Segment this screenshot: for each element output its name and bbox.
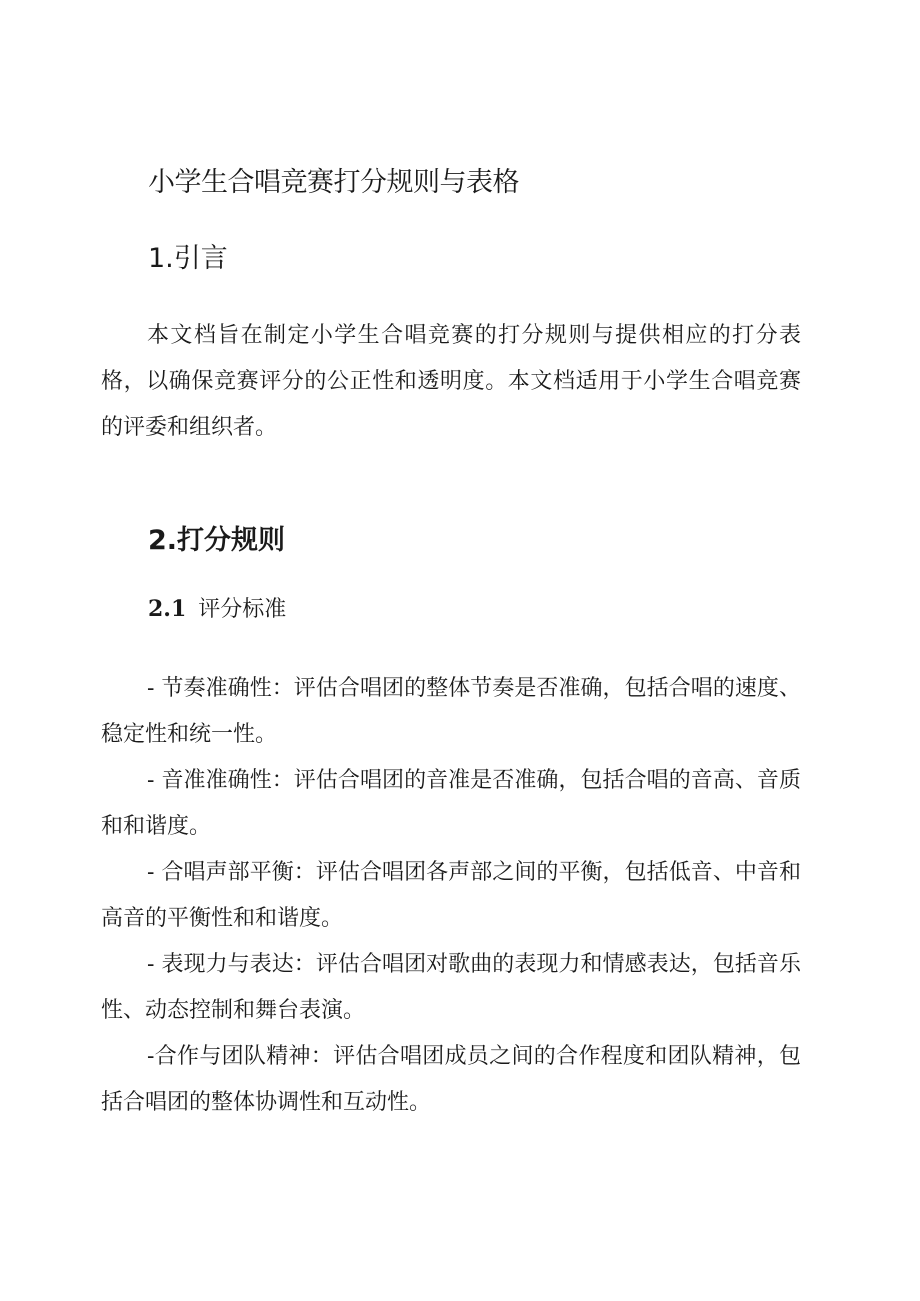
section-heading-scoring-rules: 2.打分规则 (148, 525, 286, 556)
section-heading-intro: 1.引言 (148, 243, 228, 274)
document-title: 小学生合唱竞赛打分规则与表格 (148, 167, 519, 198)
subsection-heading-criteria (148, 594, 286, 625)
list-item: -合作与团队精神：评估合唱团成员之间的合作程度和团队精神，包括合唱团的整体协调性和互动性。 (101, 1044, 801, 1115)
list-item: - 表现力与表达：评估合唱团对歌曲的表现力和情感表达，包括音乐性、动态控制和舞台表演。 (101, 952, 801, 1023)
list-item: - 合唱声部平衡：评估合唱团各声部之间的平衡，包括低音、中音和高音的平衡性和和谐度。 (101, 860, 801, 931)
intro-paragraph: 本文档旨在制定小学生合唱竞赛的打分规则与提供相应的打分表格，以确保竞赛评分的公正性和透明度。本文档适用于小学生合唱竞赛的评委和组织者。 (101, 323, 801, 440)
criteria-list (101, 666, 801, 1126)
list-item: - 音准准确性：评估合唱团的音准是否准确，包括合唱的音高、音质和和谐度。 (101, 768, 801, 839)
list-item: - 节奏准确性：评估合唱团的整体节奏是否准确，包括合唱的速度、稳定性和统一性。 (101, 676, 801, 747)
subsection-title: 评分标准 (198, 597, 287, 622)
subsection-number: 2.1 (148, 596, 187, 622)
